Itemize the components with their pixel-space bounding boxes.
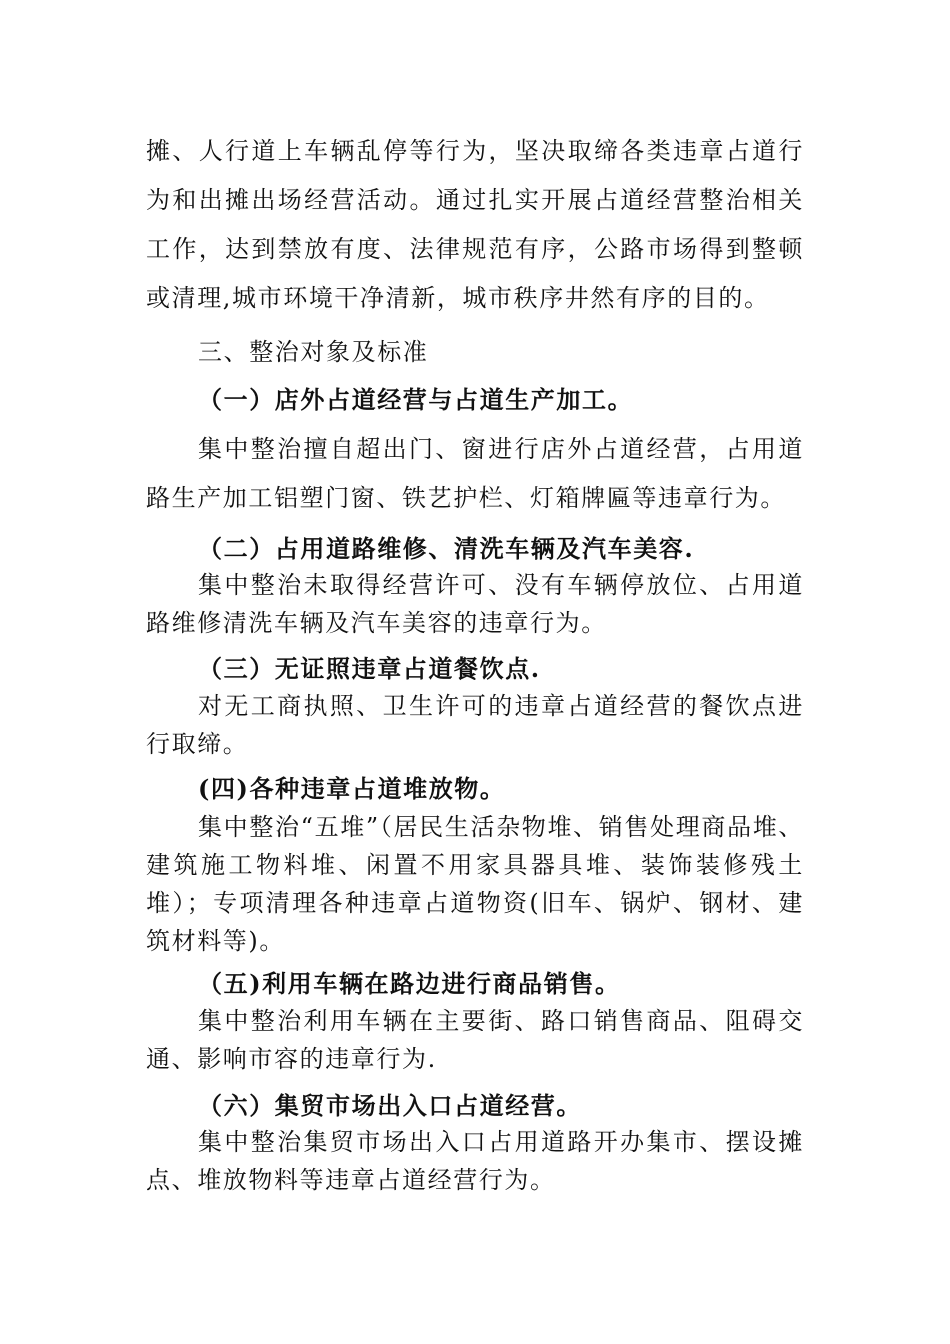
- item-6-body: 集中整治集贸市场出入口占用道路开办集市、摆设摊点、堆放物料等违章占道经营行为。: [146, 1128, 804, 1194]
- item-5-heading: （五)利用车辆在路边进行商品销售。: [198, 969, 621, 998]
- item-4-heading: (四)各种违章占道堆放物。: [198, 774, 506, 803]
- item-4-body: 集中整治“五堆”（居民生活杂物堆、销售处理商品堆、建筑施工物料堆、闲置不用家具器具堆、装饰装修残土堆）；专项清理各种违章占道物资(旧车、锅炉、钢材、建筑材料等)。: [146, 813, 804, 955]
- item-2-body: 集中整治未取得经营许可、没有车辆停放位、占用道路维修清洗车辆及汽车美容的违章行为。: [146, 571, 804, 637]
- item-1-body: 集中整治擅自超出门、窗进行店外占道经营，占用道路生产加工铝塑门窗、铁艺护栏、灯箱牌匾等违章行为。: [146, 435, 804, 512]
- item-2-heading: （二）占用道路维修、清洗车辆及汽车美容.: [198, 534, 695, 563]
- item-3-body: 对无工商执照、卫生许可的违章占道经营的餐饮点进行取缔。: [146, 692, 804, 758]
- item-3-heading: （三）无证照违章占道餐饮点.: [198, 654, 541, 683]
- section-title: 三、整治对象及标准: [198, 338, 429, 366]
- item-1-heading: （一）店外占道经营与占道生产加工。: [198, 385, 634, 414]
- item-6-heading: （六）集贸市场出入口占道经营。: [198, 1091, 582, 1120]
- intro-paragraph: 摊、人行道上车辆乱停等行为，坚决取缔各类违章占道行为和出摊出场经营活动。通过扎实开展占道经营整治相关工作，达到禁放有度、法律规范有序，公路市场得到整顿或清理,城市环境干净清新，城市秩序井然有序的目的。: [146, 137, 804, 312]
- item-5-body: 集中整治利用车辆在主要街、路口销售商品、阻碍交通、影响市容的违章行为.: [146, 1007, 804, 1073]
